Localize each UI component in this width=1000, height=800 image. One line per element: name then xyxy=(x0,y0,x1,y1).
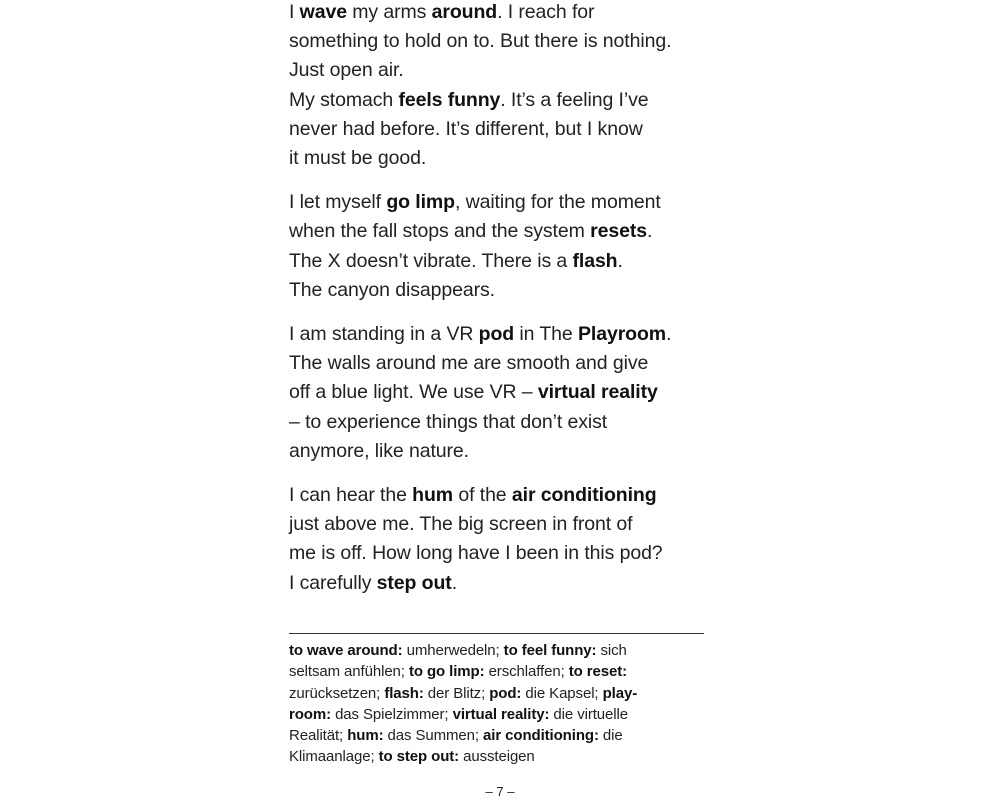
text: – to experience things that don’t exist xyxy=(289,410,608,433)
text-line xyxy=(289,247,719,276)
glossary-term: air conditioning: xyxy=(483,727,599,745)
glossary-line xyxy=(289,725,709,746)
glossary-translation: sich xyxy=(596,642,627,659)
vocab-word: resets xyxy=(590,220,647,243)
glossary-term: virtual reality: xyxy=(452,705,550,723)
vocab-word: feels funny xyxy=(398,88,501,111)
glossary-term: to reset: xyxy=(568,663,627,681)
glossary-term: to feel funny: xyxy=(503,642,597,659)
text-line xyxy=(289,378,719,407)
text: anymore, like nature. xyxy=(289,439,469,462)
vocab-word: step out xyxy=(376,571,452,594)
text-line xyxy=(289,408,719,437)
text: I can hear the xyxy=(289,484,413,507)
text-line xyxy=(289,349,719,378)
glossary-term: room: xyxy=(289,705,331,723)
text-line xyxy=(289,539,719,568)
text-line xyxy=(289,86,719,115)
text-line xyxy=(289,510,719,539)
text: I xyxy=(289,1,300,23)
glossary-translation: Realität; xyxy=(289,727,348,745)
text: , waiting for the moment xyxy=(454,191,661,214)
text-line xyxy=(289,27,719,56)
text: . xyxy=(451,571,458,594)
paragraph-4 xyxy=(289,481,719,598)
text: The canyon disappears. xyxy=(289,278,495,301)
text: . It’s a feeling I’ve xyxy=(500,88,649,111)
vocab-word: air conditioning xyxy=(511,484,657,507)
text: it must be good. xyxy=(289,147,427,170)
text: off a blue light. We use VR – xyxy=(289,381,538,404)
text: something to hold on to. But there is nothing. xyxy=(289,30,672,53)
glossary-translation: das Summen; xyxy=(383,727,484,745)
glossary-translation: umherwedeln; xyxy=(402,642,504,659)
glossary-translation: die virtuelle xyxy=(549,705,628,723)
text: . xyxy=(617,249,623,272)
text: The X doesn’t vibrate. There is a xyxy=(289,249,573,272)
glossary-translation: aussteigen xyxy=(459,748,535,766)
text: I am standing in a VR xyxy=(289,323,479,346)
glossary-term: to step out: xyxy=(378,748,460,766)
vocab-word: flash xyxy=(572,249,618,272)
glossary-term: flash: xyxy=(384,684,424,702)
paragraph-2 xyxy=(289,188,719,305)
vocab-word: virtual reality xyxy=(537,381,658,404)
vocab-word: around xyxy=(431,1,498,23)
paragraph-1 xyxy=(289,0,719,173)
vocab-word: go limp xyxy=(386,191,455,214)
glossary-translation: zurücksetzen; xyxy=(289,684,385,702)
footnote-divider xyxy=(289,633,704,634)
text: when the fall stops and the system xyxy=(289,220,591,243)
text: me is off. How long have I been in this pod? xyxy=(289,542,663,565)
glossary-term: to wave around: xyxy=(289,642,403,659)
text: . I reach for xyxy=(497,1,595,23)
text-line xyxy=(289,481,719,510)
text: I let myself xyxy=(289,191,387,214)
text: my arms xyxy=(346,1,432,23)
vocab-word: hum xyxy=(412,484,454,507)
glossary-term: play- xyxy=(602,684,638,702)
text: Just open air. xyxy=(289,59,404,82)
glossary-translation: der Blitz; xyxy=(423,684,490,702)
text: just above me. The big screen in front of xyxy=(289,513,633,536)
glossary-translation: das Spielzimmer; xyxy=(331,705,453,723)
glossary-translation: erschlaffen; xyxy=(484,663,569,681)
text-line xyxy=(289,217,719,246)
glossary-translation: Klimaanlage; xyxy=(289,748,379,766)
glossary-translation: die Kapsel; xyxy=(521,684,603,702)
glossary-line xyxy=(289,683,709,704)
text: . xyxy=(666,323,672,346)
glossary-translation: seltsam anfühlen; xyxy=(289,663,409,681)
vocabulary-glossary xyxy=(289,640,709,768)
text-line xyxy=(289,188,719,217)
glossary-term: pod: xyxy=(489,684,522,702)
text-line xyxy=(289,437,719,466)
story-text xyxy=(289,0,719,613)
text: of the xyxy=(453,484,512,507)
text: I carefully xyxy=(289,571,377,594)
paragraph-3 xyxy=(289,320,719,466)
text-line xyxy=(289,115,719,144)
text: never had before. It’s different, but I know xyxy=(289,117,643,140)
text-line xyxy=(289,144,719,173)
vocab-word: Playroom xyxy=(577,323,667,346)
text: My stomach xyxy=(289,88,399,111)
text-line xyxy=(289,320,719,349)
glossary-line xyxy=(289,661,709,682)
glossary-term: to go limp: xyxy=(408,663,485,681)
glossary-term: hum: xyxy=(347,727,384,745)
vocab-word: pod xyxy=(478,323,515,346)
glossary-line xyxy=(289,746,709,767)
text-line xyxy=(289,0,719,27)
glossary-line xyxy=(289,704,709,725)
text-line xyxy=(289,569,719,598)
text: in The xyxy=(514,323,578,346)
text: . xyxy=(646,220,653,243)
page-number: – 7 – xyxy=(485,784,515,799)
text-line xyxy=(289,276,719,305)
vocab-word: wave xyxy=(299,1,347,23)
text-line xyxy=(289,56,719,85)
glossary-translation: die xyxy=(598,727,623,745)
text: The walls around me are smooth and give xyxy=(289,352,649,375)
glossary-line xyxy=(289,640,709,661)
